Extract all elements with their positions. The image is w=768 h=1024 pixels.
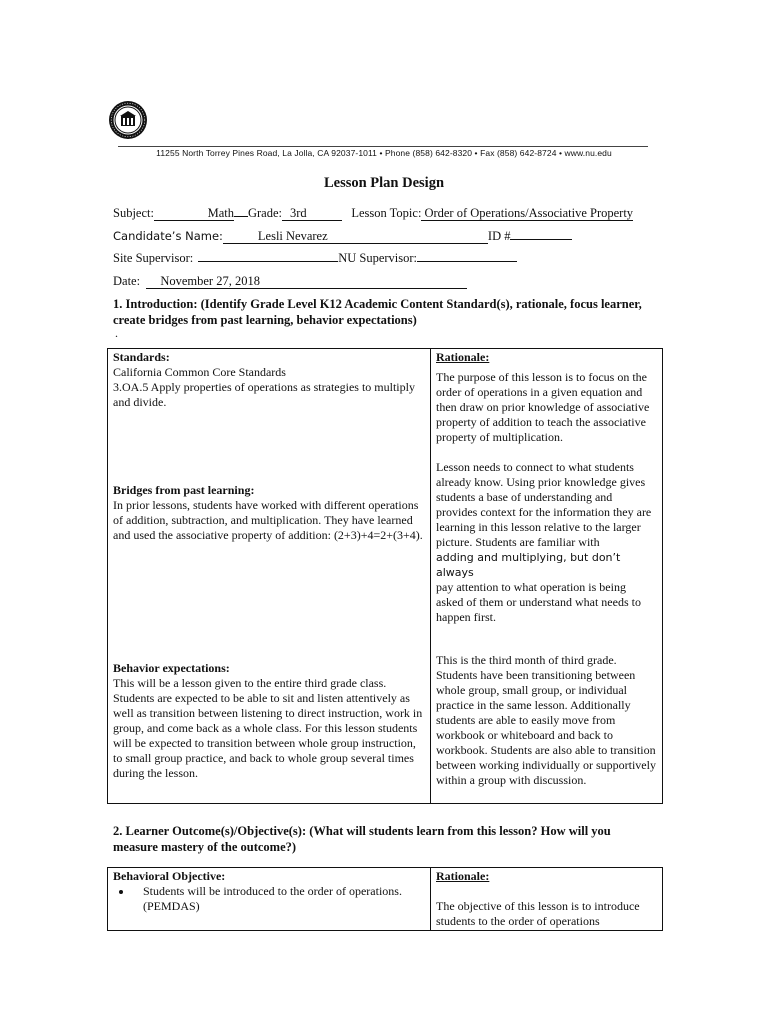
behavior-title: Behavior expectations: (113, 661, 230, 675)
grade-value: 3rd (282, 207, 342, 221)
rationale-paragraph-2: Lesson needs to connect to what students already know. Using prior knowledge gives students a base of understanding and provides context for the information they are learning in this lesson relative to the larger picture. Students are familiar with adding and multiplying, but don’t always pay attention to what operation is being asked of them or understand what needs to happen first. (436, 460, 656, 625)
date-row (113, 274, 467, 289)
rationale-handwritten-line: adding and multiplying, but don’t always (436, 551, 621, 579)
nu-supervisor-value (417, 261, 517, 262)
subject-label: Subject: (113, 206, 154, 220)
section1-heading: 1. Introduction: (Identify Grade Level K12 Academic Content Standard(s), rationale, focus learner, create bridges from past learning, behavior expectations) (113, 297, 642, 327)
objective-cell (113, 869, 423, 914)
candidate-row (113, 229, 572, 244)
grade-label: Grade: (247, 206, 282, 220)
supervisor-row (113, 251, 517, 266)
site-supervisor-value (198, 261, 338, 262)
introduction-table-divider (430, 348, 431, 804)
candidate-label: Candidate’s Name: (113, 229, 223, 243)
date-label: Date: (113, 274, 141, 288)
address-line: 11255 North Torrey Pines Road, La Jolla, CA 92037-1011 • Phone (858) 642-8320 • Fax (858) 642-8724 • www.nu.edu (156, 148, 612, 158)
rationale-paragraph-3: This is the third month of third grade. Students have been transitioning between whole group, small group, or individual practice in the same lesson. Additionally students are able to easily move from workbook or whiteboard and back to workbook. Students are also able to transition between working individually or supportively within a group with discussion. (436, 653, 656, 787)
date-value: November 27, 2018 (146, 275, 467, 289)
objective-title: Behavioral Objective: (113, 869, 226, 883)
objective-table-divider (430, 867, 431, 931)
section1-dot: . (115, 326, 118, 340)
objective-rationale-text: The objective of this lesson is to introduce students to the order of operations (436, 899, 640, 928)
behavior-text: This will be a lesson given to the entire third grade class. Students are expected to be able to sit and listen attentively as well as transition between listening to direct instruction, work in group, and come back as a whole class. For this lesson students will be expected to transition between whole group instruction, to small group practice, and back to whole group several times during the lesson. (113, 676, 423, 780)
section2-heading: 2. Learner Outcome(s)/Objective(s): (What will students learn from this lesson? How will you measure mastery of the outcome?) (113, 824, 611, 854)
bridges-cell (113, 483, 423, 543)
bridges-title: Bridges from past learning: (113, 483, 255, 497)
bridges-text: In prior lessons, students have worked with different operations of addition, subtraction, and multiplication. They have learned and used the associative property of addition: (2+3)+4=2+(3+4). (113, 498, 423, 542)
topic-value: Order of Operations/Associative Property (421, 207, 633, 221)
id-value (510, 239, 572, 240)
candidate-value: Lesli Nevarez (223, 230, 488, 244)
standards-cell (113, 350, 423, 410)
rationale-cell (436, 350, 656, 625)
university-seal-logo (108, 100, 148, 140)
rationale-title: Rationale: (436, 350, 490, 364)
objective-rationale-title: Rationale: (436, 869, 490, 883)
subject-row (113, 206, 633, 221)
topic-label: Lesson Topic: (351, 206, 422, 220)
site-supervisor-label: Site Supervisor: (113, 251, 194, 265)
header-rule (118, 146, 648, 147)
objective-item: • Students will be introduced to the order of operations. (PEMDAS) (133, 884, 423, 914)
behavior-cell (113, 661, 423, 781)
objective-list (113, 884, 423, 914)
objective-rationale-cell (436, 869, 656, 929)
standards-line2: 3.OA.5 Apply properties of operations as strategies to multiply and divide. (113, 380, 415, 409)
rationale-paragraph-1: The purpose of this lesson is to focus on the order of operations in a given equation and then draw on prior knowledge of associative property of addition to teach the associative property of multiplication. (436, 370, 650, 444)
subject-value: Math (154, 207, 234, 221)
standards-title: Standards: (113, 350, 170, 364)
standards-line1: California Common Core Standards (113, 365, 286, 379)
page-title: Lesson Plan Design (323, 175, 445, 191)
nu-supervisor-label: NU Supervisor: (338, 251, 418, 265)
id-label: ID # (487, 229, 511, 243)
